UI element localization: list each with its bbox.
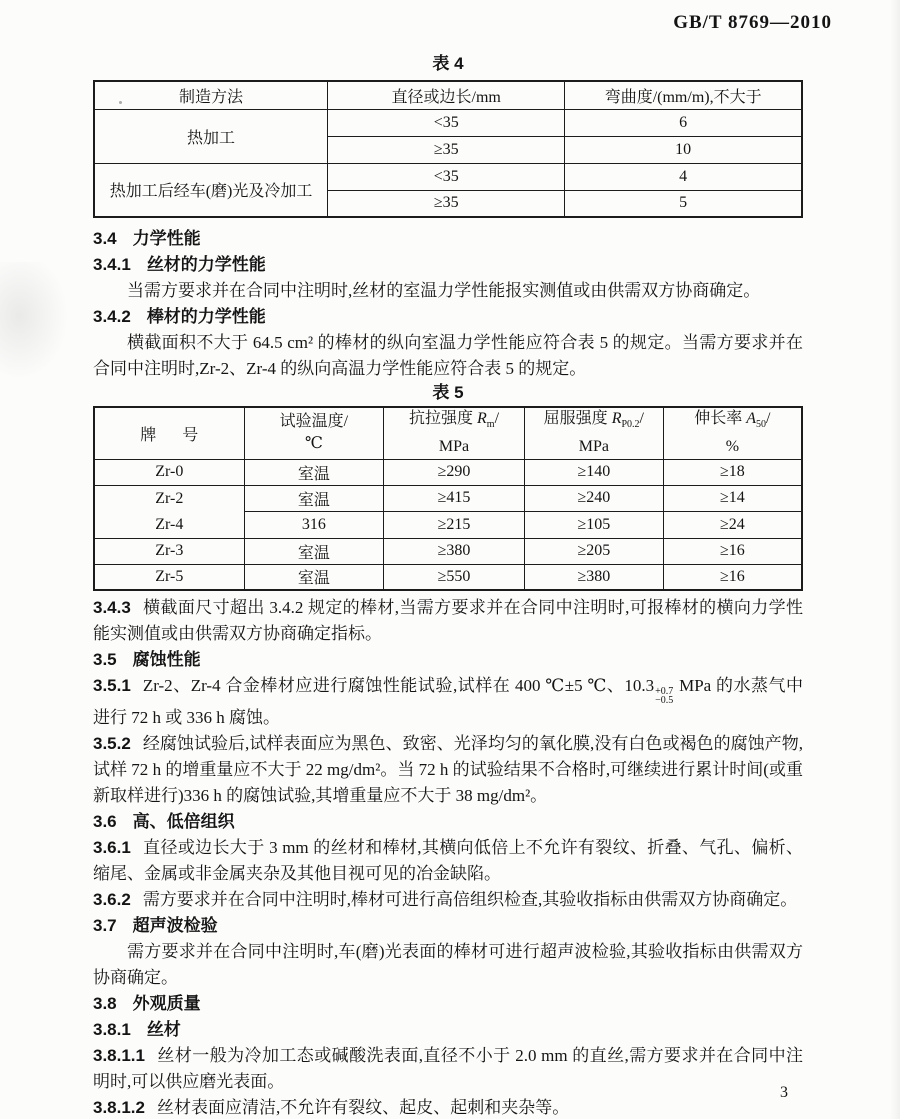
tolerance-upper: +0.7 xyxy=(655,686,674,697)
header-text: / xyxy=(639,410,644,428)
clause-number: 3.8.1 xyxy=(93,1020,131,1039)
section-heading-3-8-1 xyxy=(93,1017,803,1043)
symbol: R xyxy=(477,410,487,428)
col-header-size: 直径或边长/mm xyxy=(328,81,565,109)
section-heading-3-4 xyxy=(93,226,803,252)
clause-number: 3.6.1 xyxy=(93,838,131,857)
table-row xyxy=(94,163,802,190)
clause-number: 3.5.1 xyxy=(93,676,131,695)
table-row xyxy=(94,485,802,512)
cell-tensile: ≥380 xyxy=(384,538,525,564)
table5-header-row xyxy=(94,407,802,459)
cell-temp: 室温 xyxy=(244,538,383,564)
cell-bend: 5 xyxy=(565,190,802,217)
paragraph-3-8-1-1 xyxy=(93,1043,803,1095)
table4 xyxy=(93,80,803,218)
cell-temp: 室温 xyxy=(244,459,383,485)
paragraph-text: 丝材一般为冷加工态或碱酸洗表面,直径不小于 2.0 mm 的直丝,需方要求并在合同中注明时,可以供应磨光表面。 xyxy=(93,1046,803,1091)
paragraph-3-4-2: 横截面积不大于 64.5 cm² 的棒材的纵向室温力学性能应符合表 5 的规定。当需方要求并在合同中注明时,Zr-2、Zr-4 的纵向高温力学性能应符合表 5 的规定。 xyxy=(93,333,803,378)
col-header-bend: 弯曲度/(mm/m),不大于 xyxy=(565,81,802,109)
cell-size: <35 xyxy=(328,109,565,136)
cell-elongation: ≥16 xyxy=(663,538,802,564)
cell-grade: Zr-0 xyxy=(94,459,244,485)
header-unit: MPa xyxy=(438,438,470,456)
grade-line: Zr-4 xyxy=(155,515,184,533)
col-header-temp xyxy=(244,407,383,459)
cell-yield: ≥240 xyxy=(524,485,663,512)
paragraph-3-5-2 xyxy=(93,731,803,809)
header-text: 抗拉强度 xyxy=(408,410,477,428)
col-header-method: 制造方法 xyxy=(94,81,328,109)
section-heading-3-7 xyxy=(93,913,803,939)
cell-yield: ≥140 xyxy=(524,459,663,485)
table-row xyxy=(94,459,802,485)
cell-method: 热加工后经车(磨)光及冷加工 xyxy=(94,163,328,217)
cell-grade: Zr-3 xyxy=(94,538,244,564)
clause-number: 3.8.1.1 xyxy=(93,1046,145,1065)
paragraph-text: MPa 的水蒸气中进行 72 h 或 336 h 腐蚀。 xyxy=(93,676,803,727)
symbol-subscript: P0.2 xyxy=(621,419,640,431)
col-header-tensile xyxy=(384,407,525,459)
table-row xyxy=(94,538,802,564)
heading-text: 丝材 xyxy=(146,1020,181,1039)
cell-bend: 6 xyxy=(565,109,802,136)
page-content xyxy=(93,0,803,1119)
table4-header-row xyxy=(94,81,802,109)
cell-tensile: ≥415 xyxy=(384,485,525,512)
cell-grade-merged xyxy=(94,485,244,538)
header-text: / xyxy=(494,410,500,428)
paragraph-3-8-1-2 xyxy=(93,1095,803,1119)
cell-tensile: ≥290 xyxy=(384,459,525,485)
clause-number: 3.4 xyxy=(93,229,117,248)
header-text: ℃ xyxy=(304,435,323,453)
cell-size: <35 xyxy=(328,163,565,190)
cell-temp: 316 xyxy=(244,512,383,539)
tolerance-notation xyxy=(655,687,673,705)
clause-number: 3.8.1.2 xyxy=(93,1098,145,1117)
paragraph-3-4-3 xyxy=(93,595,803,647)
section-heading-3-5 xyxy=(93,647,803,673)
header-text: 试验温度/ xyxy=(279,413,349,431)
scan-edge-artifact xyxy=(890,0,900,1119)
cell-bend: 4 xyxy=(565,163,802,190)
clause-number: 3.8 xyxy=(93,994,117,1013)
symbol: R xyxy=(611,410,622,428)
paragraph-text: 经腐蚀试验后,试样表面应为黑色、致密、光泽均匀的氧化膜,没有白色或褐色的腐蚀产物,试样 72 h 的增重量应不大于 22 mg/dm²。当 72 h 的试验结果不合格时,可继续进行累计时间(或重新取样进行)336 h 的腐蚀试验,其增重量应不大于 38 mg/dm²。 xyxy=(93,734,803,805)
cell-elongation: ≥14 xyxy=(663,485,802,512)
paragraph-text: 丝材表面应清洁,不允许有裂纹、起皮、起刺和夹杂等。 xyxy=(157,1098,570,1117)
paragraph-3-5-1 xyxy=(93,673,803,731)
cell-elongation: ≥16 xyxy=(663,564,802,590)
grade-line: Zr-2 xyxy=(155,489,184,507)
table5-caption: 表 5 xyxy=(432,383,464,402)
clause-number: 3.4.3 xyxy=(93,598,131,617)
table4-caption: 表 4 xyxy=(432,54,464,73)
section-heading-3-8 xyxy=(93,991,803,1017)
paragraph-3-7: 需方要求并在合同中注明时,车(磨)光表面的棒材可进行超声波检验,其验收指标由供需双方协商确定。 xyxy=(93,942,803,987)
symbol: A xyxy=(746,410,757,428)
header-text: 号 xyxy=(182,426,199,444)
cell-method: 热加工 xyxy=(94,109,328,163)
paragraph-3-6-1 xyxy=(93,835,803,887)
col-header-elongation xyxy=(663,407,802,459)
cell-yield: ≥105 xyxy=(524,512,663,539)
table5 xyxy=(93,406,803,591)
heading-text: 棒材的力学性能 xyxy=(146,307,266,326)
clause-number: 3.7 xyxy=(93,916,117,935)
section-heading-3-4-1 xyxy=(93,252,803,278)
symbol-subscript: 50 xyxy=(756,419,767,431)
cell-temp: 室温 xyxy=(244,564,383,590)
symbol-subscript: m xyxy=(486,419,495,431)
heading-text: 力学性能 xyxy=(132,229,201,248)
heading-text: 腐蚀性能 xyxy=(132,650,201,669)
cell-tensile: ≥215 xyxy=(384,512,525,539)
section-heading-3-4-2 xyxy=(93,304,803,330)
cell-elongation: ≥18 xyxy=(663,459,802,485)
table-row xyxy=(94,564,802,590)
header-text: 伸长率 xyxy=(694,410,747,428)
page-number: 3 xyxy=(780,1084,788,1101)
paragraph-text: 直径或边长大于 3 mm 的丝材和棒材,其横向低倍上不允许有裂纹、折叠、气孔、偏析、缩尾、金属或非金属夹杂及其他目视可见的冶金缺陷。 xyxy=(93,838,803,883)
paragraph-3-4-1: 当需方要求并在合同中注明时,丝材的室温力学性能报实测值或由供需双方协商确定。 xyxy=(127,281,761,300)
cell-size: ≥35 xyxy=(328,136,565,163)
paragraph-3-6-2 xyxy=(93,887,803,913)
clause-number: 3.6.2 xyxy=(93,890,131,909)
header-text: 屈服强度 xyxy=(543,410,612,428)
heading-text: 超声波检验 xyxy=(132,916,218,935)
cell-yield: ≥205 xyxy=(524,538,663,564)
cell-elongation: ≥24 xyxy=(663,512,802,539)
col-header-yield xyxy=(524,407,663,459)
header-text: / xyxy=(766,410,771,428)
header-text: 牌 xyxy=(140,426,157,444)
header-unit: MPa xyxy=(578,438,609,456)
cell-yield: ≥380 xyxy=(524,564,663,590)
clause-number: 3.5.2 xyxy=(93,734,131,753)
heading-text: 高、低倍组织 xyxy=(132,812,235,831)
paragraph-text: Zr-2、Zr-4 合金棒材应进行腐蚀性能试验,试样在 400 ℃±5 ℃、10.3 xyxy=(142,676,655,695)
clause-number: 3.4.1 xyxy=(93,255,131,274)
scan-smudge-artifact xyxy=(0,262,70,382)
heading-text: 丝材的力学性能 xyxy=(146,255,266,274)
clause-number: 3.6 xyxy=(93,812,117,831)
clause-number: 3.5 xyxy=(93,650,117,669)
tolerance-lower: −0.5 xyxy=(655,695,674,706)
paragraph-text: 横截面尺寸超出 3.4.2 规定的棒材,当需方要求并在合同中注明时,可报棒材的横向力学性能实测值或由供需双方协商确定指标。 xyxy=(93,598,803,643)
doc-number: GB/T 8769—2010 xyxy=(673,12,832,33)
header-unit: % xyxy=(725,438,740,456)
paragraph-text: 需方要求并在合同中注明时,棒材可进行高倍组织检查,其验收指标由供需双方协商确定。 xyxy=(142,890,798,909)
cell-size: ≥35 xyxy=(328,190,565,217)
section-heading-3-6 xyxy=(93,809,803,835)
cell-bend: 10 xyxy=(565,136,802,163)
heading-text: 外观质量 xyxy=(132,994,201,1013)
cell-temp: 室温 xyxy=(244,485,383,512)
table-row xyxy=(94,109,802,136)
cell-tensile: ≥550 xyxy=(384,564,525,590)
cell-grade: Zr-5 xyxy=(94,564,244,590)
col-header-grade xyxy=(94,407,244,459)
clause-number: 3.4.2 xyxy=(93,307,131,326)
